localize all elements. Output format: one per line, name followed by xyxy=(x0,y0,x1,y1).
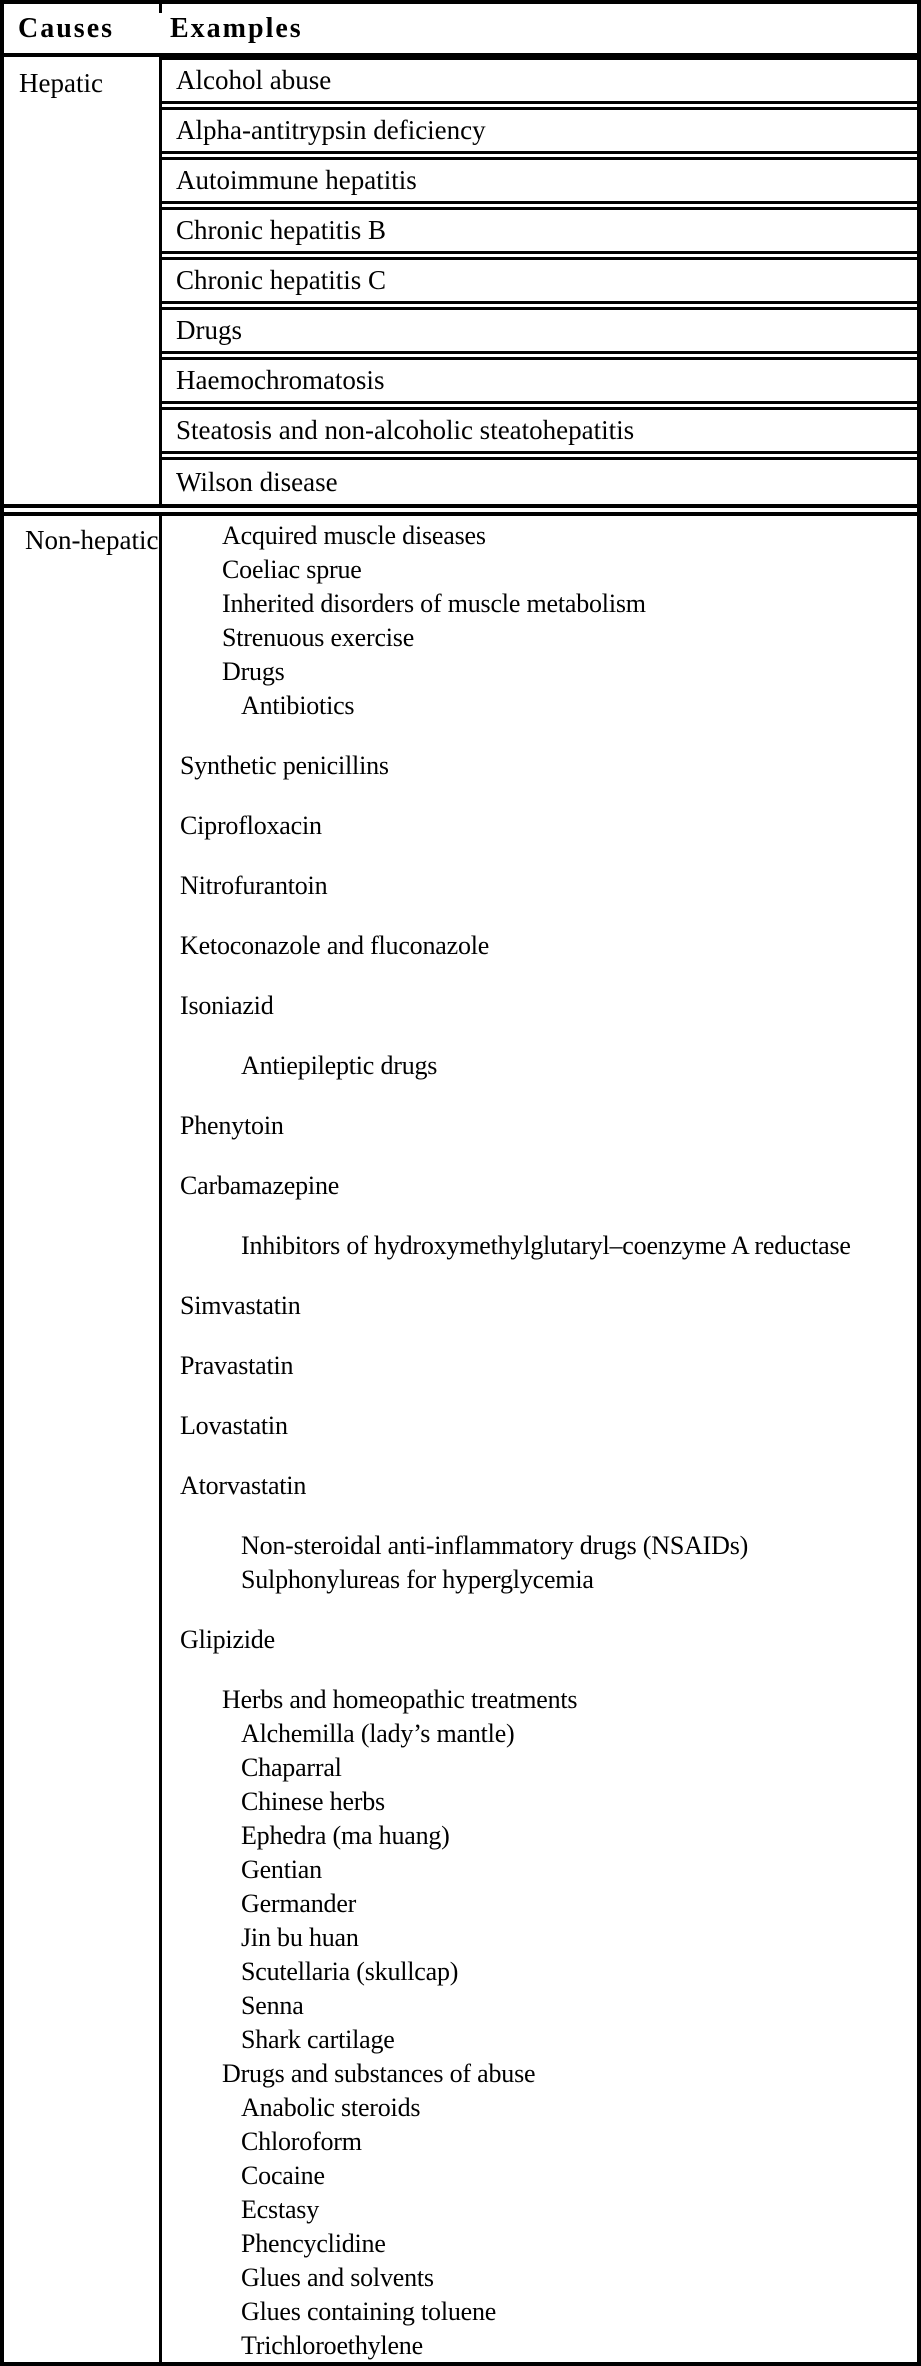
column-header-causes: Causes xyxy=(18,12,115,44)
list-item: Senna xyxy=(241,1991,304,2020)
list-item: Synthetic penicillins xyxy=(180,751,389,780)
column-header-examples: Examples xyxy=(170,12,303,44)
non-hepatic-examples-list xyxy=(162,516,917,2362)
list-item: Drugs xyxy=(222,657,285,686)
list-item: Chinese herbs xyxy=(241,1787,385,1816)
list-item: Antibiotics xyxy=(241,691,355,720)
list-item: Trichloroethylene xyxy=(241,2331,423,2360)
list-item: Ciprofloxacin xyxy=(180,811,322,840)
section-hepatic xyxy=(4,57,917,508)
list-item: Glipizide xyxy=(180,1625,275,1654)
list-item: Inherited disorders of muscle metabolism xyxy=(222,589,646,618)
list-item: Cocaine xyxy=(241,2161,325,2190)
cause-cell-hepatic xyxy=(4,57,162,504)
list-item: Glues and solvents xyxy=(241,2263,434,2292)
table-row: Chronic hepatitis B xyxy=(162,207,917,254)
list-item: Coeliac sprue xyxy=(222,555,362,584)
list-item: Phenytoin xyxy=(180,1111,284,1140)
list-item: Chaparral xyxy=(241,1753,342,1782)
table-row: Haemochromatosis xyxy=(162,357,917,404)
list-item: Jin bu huan xyxy=(241,1923,359,1952)
list-item: Nitrofurantoin xyxy=(180,871,328,900)
table-header-row xyxy=(4,4,917,57)
list-item: Anabolic steroids xyxy=(241,2093,421,2122)
list-item: Carbamazepine xyxy=(180,1171,340,1200)
list-item: Glues containing toluene xyxy=(241,2297,497,2326)
list-item: Simvastatin xyxy=(180,1291,301,1320)
table-row: Wilson disease xyxy=(162,457,917,504)
list-item: Chloroform xyxy=(241,2127,362,2156)
section-non-hepatic xyxy=(4,512,917,2362)
list-item: Non-steroidal anti-inflammatory drugs (NSAIDs) xyxy=(241,1531,749,1560)
list-item: Atorvastatin xyxy=(180,1471,307,1500)
list-item: Germander xyxy=(241,1889,357,1918)
list-item: Alchemilla (lady’s mantle) xyxy=(241,1719,515,1748)
list-item: Ephedra (ma huang) xyxy=(241,1821,450,1850)
list-item: Lovastatin xyxy=(180,1411,288,1440)
list-item: Pravastatin xyxy=(180,1351,294,1380)
column-divider-tick xyxy=(159,4,162,13)
hepatic-examples-list xyxy=(162,57,917,504)
list-item: Strenuous exercise xyxy=(222,623,415,652)
list-item: Phencyclidine xyxy=(241,2229,386,2258)
table-row: Drugs xyxy=(162,307,917,354)
table-row: Steatosis and non-alcoholic steatohepatitis xyxy=(162,407,917,454)
table-row: Chronic hepatitis C xyxy=(162,257,917,304)
list-item: Antiepileptic drugs xyxy=(241,1051,438,1080)
list-item: Scutellaria (skullcap) xyxy=(241,1957,459,1986)
table-row: Autoimmune hepatitis xyxy=(162,157,917,204)
list-item: Drugs and substances of abuse xyxy=(222,2059,536,2088)
cause-label-non-hepatic: Non-hepatic xyxy=(25,525,159,555)
list-item: Ketoconazole and fluconazole xyxy=(180,931,490,960)
list-item: Shark cartilage xyxy=(241,2025,395,2054)
list-item: Sulphonylureas for hyperglycemia xyxy=(241,1565,594,1594)
list-item: Acquired muscle diseases xyxy=(222,521,486,550)
table-row: Alpha-antitrypsin deficiency xyxy=(162,107,917,154)
list-item: Gentian xyxy=(241,1855,322,1884)
cause-cell-non-hepatic xyxy=(4,516,162,2362)
list-item: Inhibitors of hydroxymethylglutaryl–coenzyme A reductase xyxy=(241,1231,851,1260)
cause-label-hepatic: Hepatic xyxy=(19,68,103,98)
table-row: Alcohol abuse xyxy=(162,57,917,104)
list-item: Ecstasy xyxy=(241,2195,320,2224)
list-item: Herbs and homeopathic treatments xyxy=(222,1685,578,1714)
list-item: Isoniazid xyxy=(180,991,274,1020)
